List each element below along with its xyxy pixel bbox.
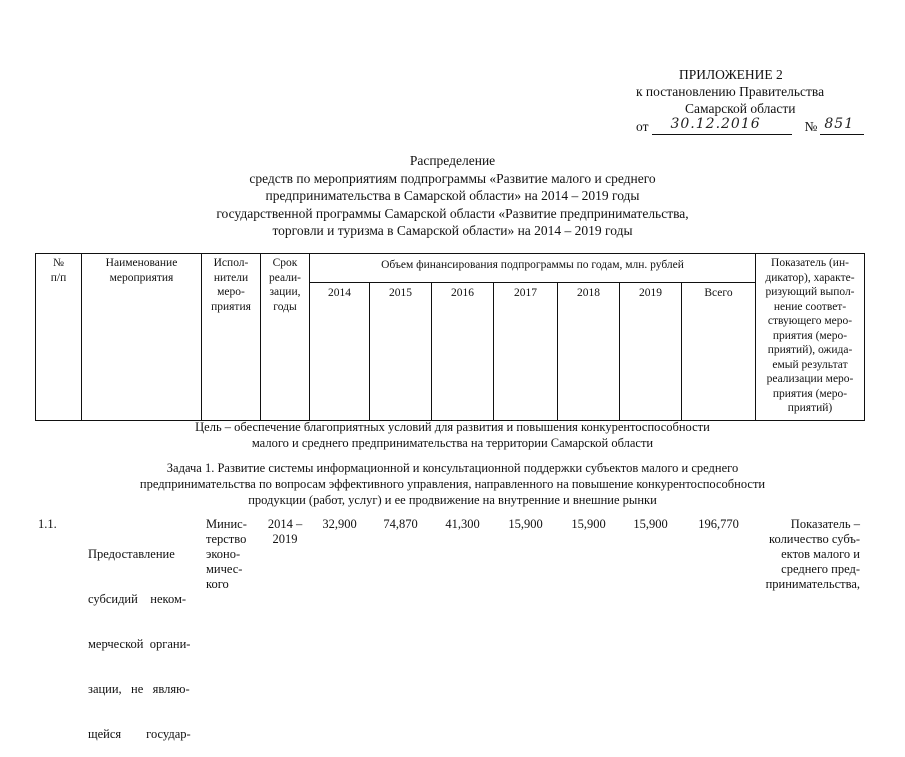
handwritten-date: 30.12.2016 (670, 116, 761, 132)
header-num: № п/п (50, 257, 67, 284)
row-indicator: Показатель – количество субъ- ектов малого и среднего пред- принимательства, (765, 517, 860, 591)
header-name: Наименование мероприятия (105, 257, 178, 284)
handwritten-number: 851 (824, 116, 855, 132)
title-line: государственной программы Самарской области «Развитие предпринимательства, (216, 205, 689, 221)
header-term: Срок реали- зации, годы (269, 257, 301, 313)
row-executor: Минис- терство эконо- мичес- кого (206, 517, 247, 591)
appendix-title: ПРИЛОЖЕНИЕ 2 (679, 67, 783, 82)
header-total: Всего (704, 287, 733, 299)
header-year: 2014 (328, 287, 351, 299)
row-value: 41,300 (445, 517, 480, 531)
header-year: 2018 (577, 287, 600, 299)
row-value: 74,870 (383, 517, 418, 531)
appendix-decree-reference: к постановлению Правительства (636, 84, 825, 99)
task-text: Задача 1. Развитие системы информационной и консультационной поддержки субъектов малого и среднего предпринимательства по вопросам эффективного управления, направленного на повышение конкурентоспособности продукции (работ, услуг) и ее продвижение на внутренние и внешние рынки (139, 461, 766, 507)
header-year: 2015 (389, 287, 412, 299)
header-funding: Объем финансирования подпрограммы по годам, млн. рублей (381, 259, 684, 271)
row-value: 15,900 (633, 517, 668, 531)
row-total: 196,770 (698, 517, 739, 531)
header-year: 2016 (451, 287, 474, 299)
title-line: Распределение (409, 153, 496, 168)
header-year: 2017 (514, 287, 537, 299)
number-label: № (804, 119, 818, 134)
appendix-region: Самарской области (685, 101, 796, 116)
header-year: 2019 (639, 287, 662, 299)
row-name: Предоставление субсидий неком- мерческой органи- зации, не являю- щейся государ- (88, 547, 191, 741)
goal-text: Цель – обеспечение благоприятных условий для развития и повышения конкурентоспособности малого и среднего предпринимательства на территории Самарской области (195, 420, 710, 450)
row-value: 15,900 (508, 517, 543, 531)
title-line: торговли и туризма в Самарской области» на 2014 – 2019 годы (272, 223, 633, 238)
header-executors: Испол- нители меро- приятия (211, 257, 251, 313)
title-line: средств по мероприятиям подпрограммы «Развитие малого и среднего (249, 170, 656, 186)
header-indicator: Показатель (ин- дикатор), характе- ризующий выпол- нение соответ- ствующего меро- приятия (меро- приятий), ожида- емый результат реализации меро- приятия (меро- приятий) (765, 257, 855, 414)
title-line: предпринимательства в Самарской области» на 2014 – 2019 годы (265, 188, 640, 203)
row-value: 32,900 (322, 517, 357, 531)
row-value: 15,900 (571, 517, 606, 531)
date-from-label: от (636, 119, 649, 134)
row-term: 2014 – 2019 (267, 517, 303, 546)
row-num: 1.1. (38, 517, 57, 531)
